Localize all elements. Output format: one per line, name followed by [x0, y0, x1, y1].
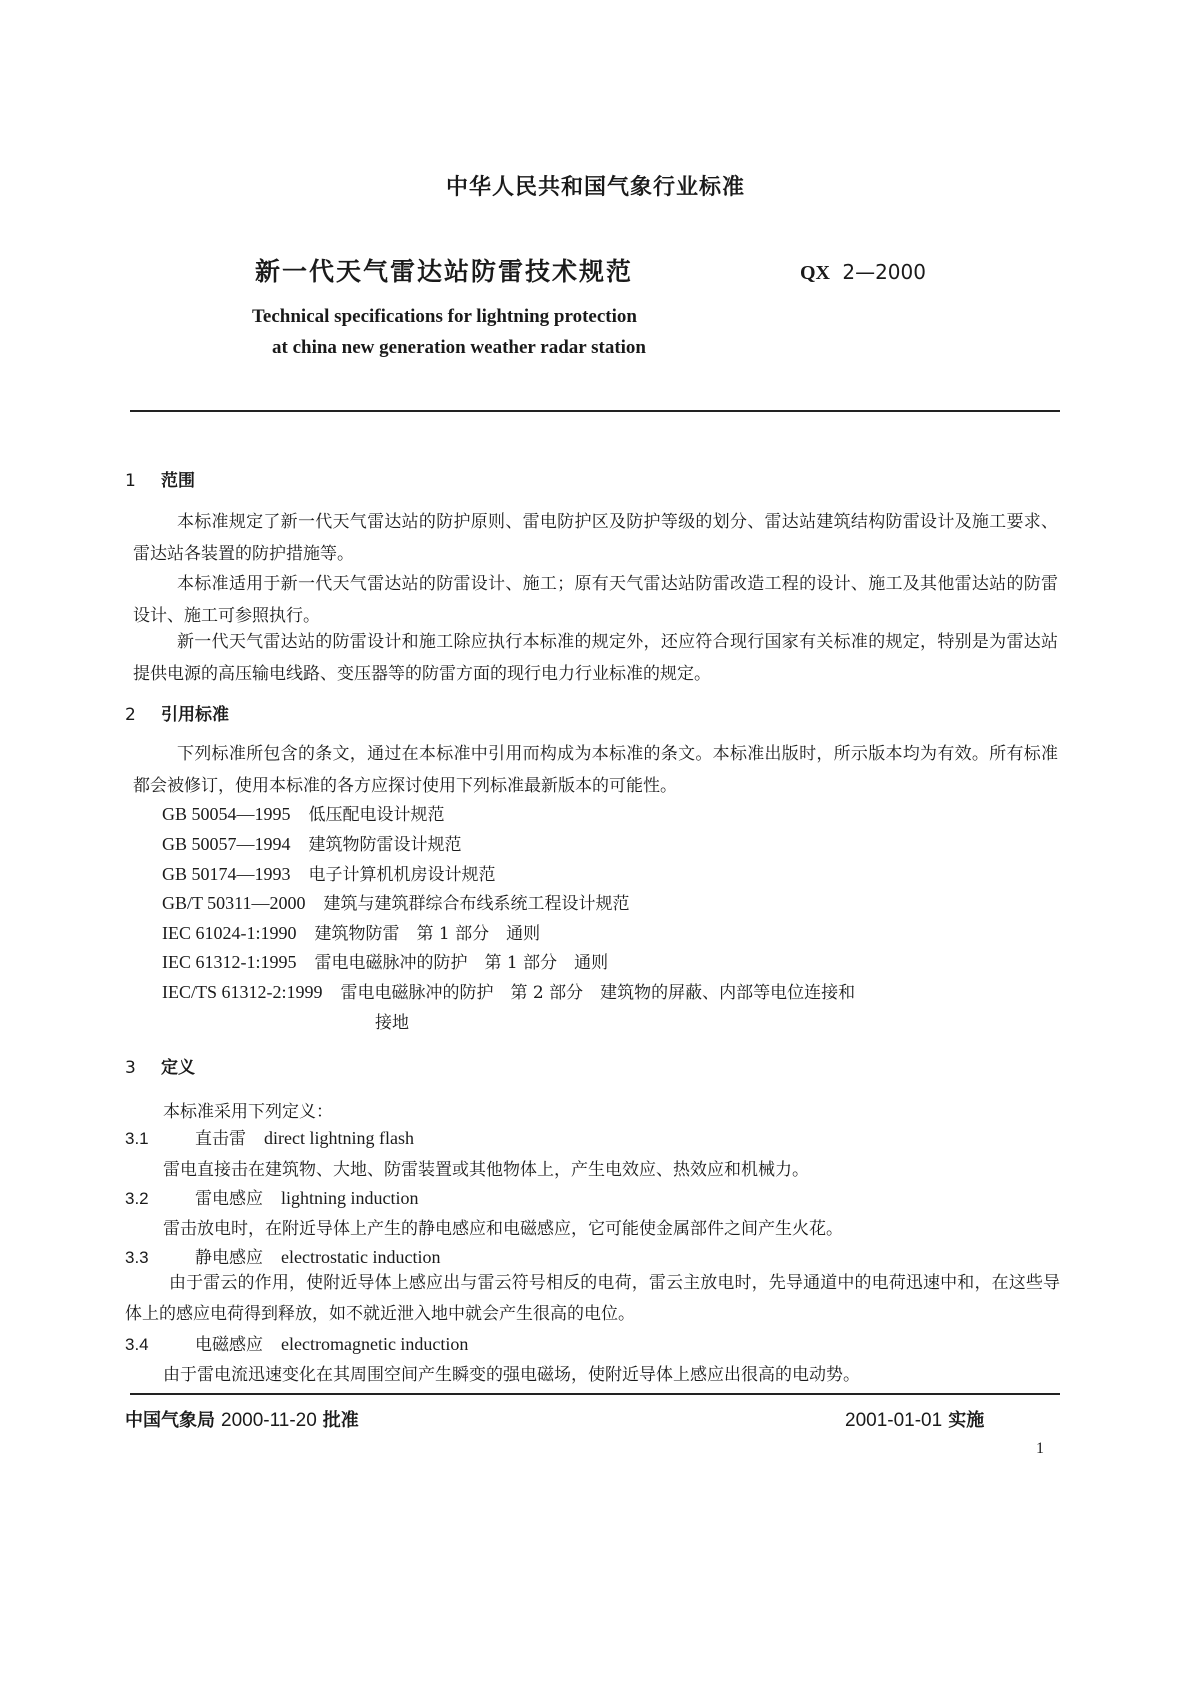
standard-number — [800, 260, 926, 285]
definition-body: 雷电直接击在建筑物、大地、防雷装置或其他物体上，产生电效应、热效应和机械力。 — [163, 1160, 809, 1180]
reference-title: 低压配电设计规范 — [308, 805, 445, 825]
definition-body: 雷击放电时，在附近导体上产生的静电感应和电磁感应，它可能使金属部件之间产生火花。 — [163, 1219, 843, 1239]
implementation-date: 2001-01-01 — [845, 1410, 943, 1431]
reference-code: GB 50054—1995 — [162, 804, 291, 824]
reference-title: 雷电电磁脉冲的防护 第 1 部分 通则 — [314, 953, 609, 973]
approval-line — [125, 1406, 359, 1432]
english-title-line1: Technical specifications for lightning protection — [252, 306, 637, 327]
implementation-label: 实施 — [948, 1410, 985, 1431]
definition-heading — [125, 1124, 414, 1149]
section-title: 范围 — [161, 471, 195, 491]
page-number: 1 — [1036, 1440, 1044, 1457]
reference-code: GB 50057—1994 — [162, 834, 291, 854]
reference-title: 电子计算机机房设计规范 — [308, 865, 496, 885]
reference-code: GB/T 50311—2000 — [162, 893, 306, 913]
reference-title: 建筑物防雷 第 1 部分 通则 — [314, 924, 541, 944]
definition-number: 3.1 — [125, 1129, 149, 1148]
org-title: 中华人民共和国气象行业标准 — [445, 175, 745, 200]
section-title: 引用标准 — [161, 705, 229, 725]
reference-code: IEC 61312-1:1995 — [162, 952, 297, 972]
english-title-line2: at china new generation weather radar station — [272, 337, 646, 358]
definition-term: 静电感应 — [195, 1248, 263, 1268]
implementation-line — [845, 1406, 984, 1432]
reference-item — [162, 800, 445, 825]
section-1-heading — [125, 466, 195, 491]
reference-item — [162, 948, 608, 973]
section-1-paragraph-1: 本标准规定了新一代天气雷达站的防护原则、雷电防护区及防护等级的划分、雷达站建筑结构防雷设计及施工要求、雷达站各装置的防护措施等。 — [133, 512, 1058, 564]
definition-term: 雷电感应 — [195, 1189, 263, 1209]
reference-title: 建筑与建筑群综合布线系统工程设计规范 — [323, 894, 630, 914]
section-1-paragraph-2: 本标准适用于新一代天气雷达站的防雷设计、施工；原有天气雷达站防雷改造工程的设计、施工及其他雷达站的防雷设计、施工可参照执行。 — [133, 574, 1058, 626]
section-1-paragraph-3: 新一代天气雷达站的防雷设计和施工除应执行本标准的规定外，还应符合现行国家有关标准的规定，特别是为雷达站提供电源的高压输电线路、变压器等的防雷方面的现行电力行业标准的规定。 — [133, 632, 1058, 684]
definition-term: 直击雷 — [195, 1129, 246, 1149]
reference-item — [162, 919, 540, 944]
definition-term-english: electrostatic induction — [281, 1247, 441, 1267]
section-number: 3 — [125, 1058, 136, 1078]
reference-title: 建筑物防雷设计规范 — [308, 835, 462, 855]
definition-term: 电磁感应 — [195, 1335, 263, 1355]
section-2-intro: 下列标准所包含的条文，通过在本标准中引用而构成为本标准的条文。本标准出版时，所示版本均为有效。所有标准都会被修订，使用本标准的各方应探讨使用下列标准最新版本的可能性。 — [133, 744, 1058, 796]
reference-title: 雷电电磁脉冲的防护 第 2 部分 建筑物的屏蔽、内部等电位连接和 — [340, 983, 856, 1003]
section-title: 定义 — [161, 1058, 195, 1078]
approve-date: 2000-11-20 — [221, 1410, 317, 1431]
reference-code: GB 50174—1993 — [162, 864, 291, 884]
header-rule — [130, 410, 1060, 412]
definition-term-english: lightning induction — [281, 1188, 419, 1208]
definition-number: 3.4 — [125, 1335, 149, 1354]
standard-prefix: QX — [800, 262, 830, 284]
approve-label: 批准 — [322, 1410, 359, 1431]
section-2-heading — [125, 700, 229, 725]
section-number: 2 — [125, 705, 136, 725]
section-3-heading — [125, 1053, 195, 1078]
reference-item — [162, 978, 855, 1003]
footer-rule — [130, 1393, 1060, 1395]
approver: 中国气象局 — [125, 1410, 215, 1431]
reference-code: IEC 61024-1:1990 — [162, 923, 297, 943]
section-number: 1 — [125, 471, 136, 491]
definition-heading — [125, 1243, 440, 1268]
definition-heading — [125, 1184, 419, 1209]
standard-code: 2—2000 — [842, 260, 926, 284]
reference-code: IEC/TS 61312-2:1999 — [162, 982, 323, 1002]
doc-title: 新一代天气雷达站防雷技术规范 — [255, 257, 634, 286]
definition-number: 3.3 — [125, 1248, 149, 1267]
definition-body: 由于雷电流迅速变化在其周围空间产生瞬变的强电磁场，使附近导体上感应出很高的电动势。 — [163, 1365, 860, 1385]
section-3-intro: 本标准采用下列定义： — [163, 1102, 333, 1122]
definition-body: 由于雷云的作用，使附近导体上感应出与雷云符号相反的电荷，雷云主放电时，先导通道中的电荷迅速中和，在这些导体上的感应电荷得到释放，如不就近泄入地中就会产生很高的电位。 — [125, 1273, 1060, 1324]
reference-item — [162, 889, 630, 914]
definition-term-english: direct lightning flash — [264, 1128, 414, 1148]
reference-item — [162, 830, 462, 855]
definition-number: 3.2 — [125, 1189, 149, 1208]
reference-title-continuation: 接地 — [375, 1013, 409, 1033]
definition-heading — [125, 1330, 468, 1355]
reference-item — [162, 860, 496, 885]
definition-term-english: electromagnetic induction — [281, 1334, 469, 1354]
